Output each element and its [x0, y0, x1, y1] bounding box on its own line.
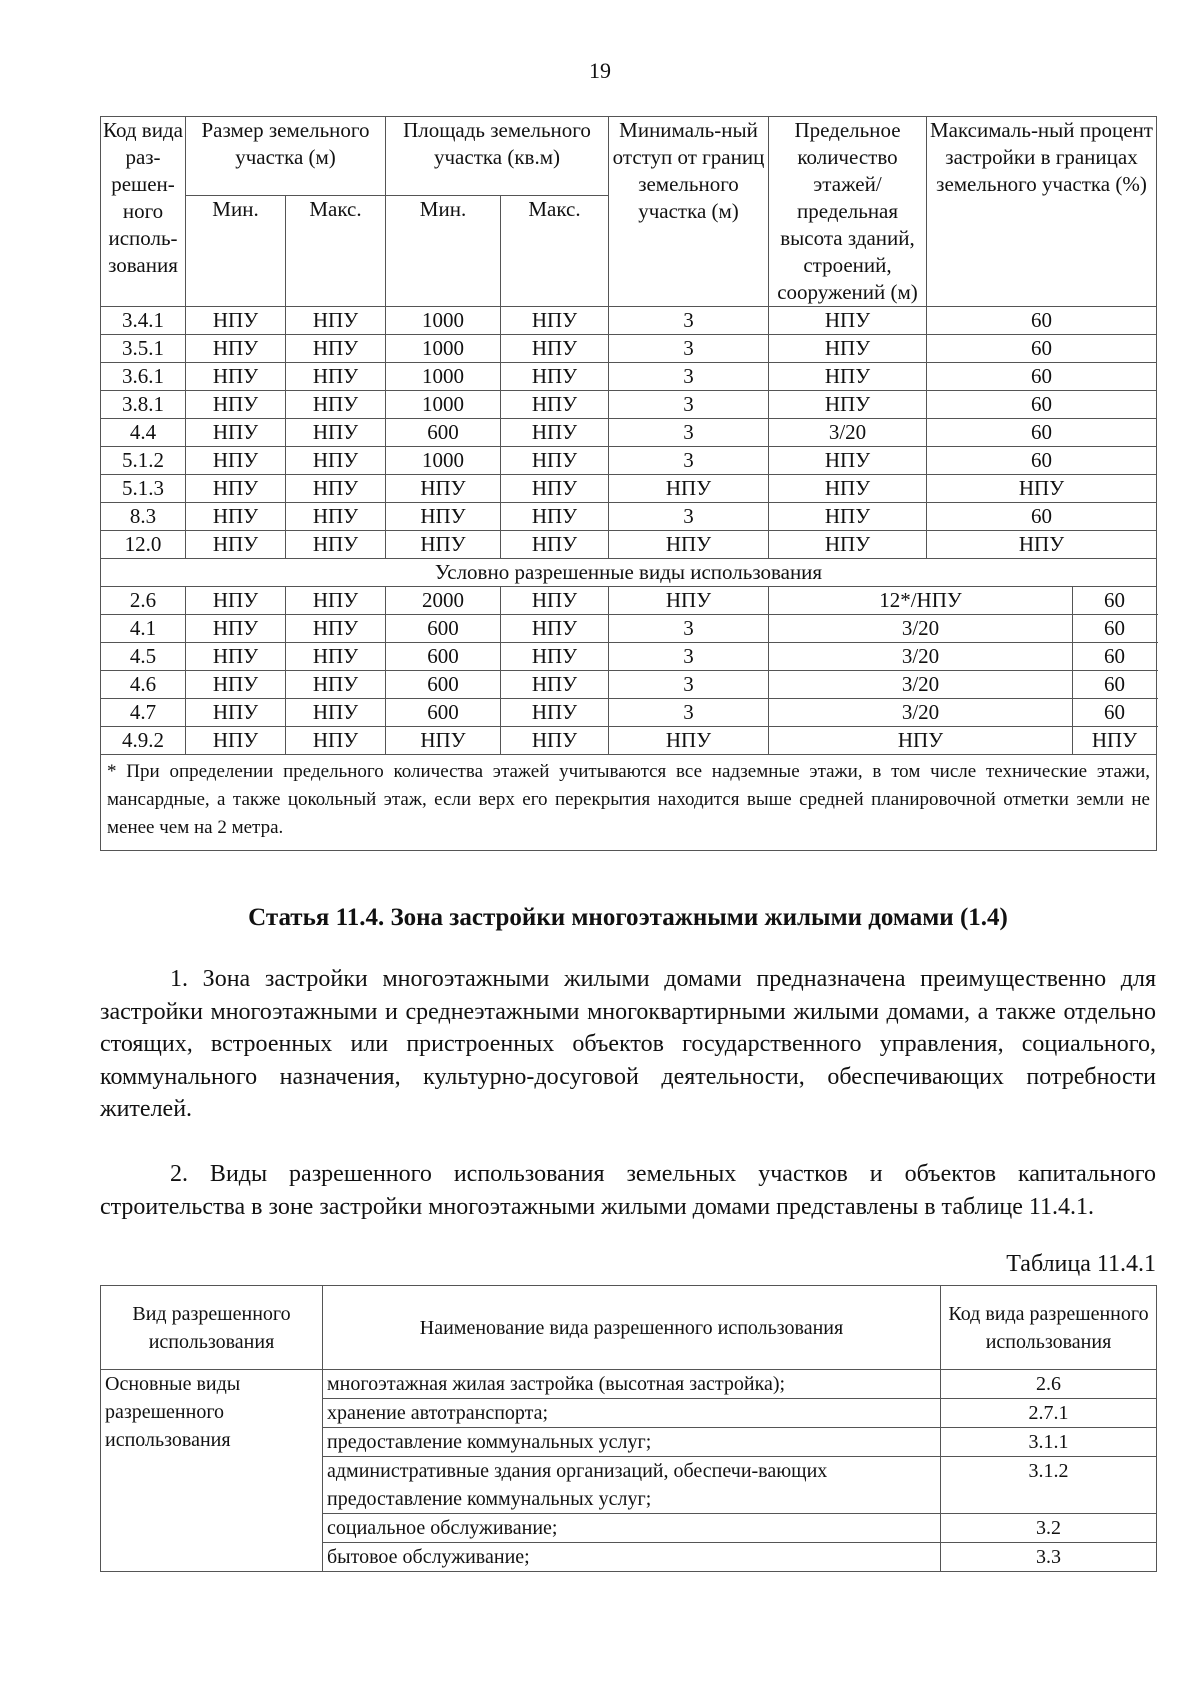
table-cell: 2.6 [101, 587, 186, 615]
table-cell: НПУ [286, 307, 386, 335]
table-cell: 3.8.1 [101, 391, 186, 419]
table-row [101, 1370, 1157, 1399]
table-row [101, 475, 1157, 503]
table-cell: 600 [386, 419, 501, 447]
table-cell: НПУ [286, 671, 386, 699]
header-coverage: Максималь-ный процент застройки в границах земельного участка (%) [927, 117, 1157, 307]
table-cell: НПУ [186, 391, 286, 419]
header-code: Код вида раз-решен-ного исполь-зования [101, 117, 186, 307]
table-cell: 3 [609, 671, 769, 699]
table-cell: 3 [609, 335, 769, 363]
table-cell: 60 [1073, 587, 1157, 615]
table-cell: НПУ [286, 587, 386, 615]
table-cell: НПУ [286, 335, 386, 363]
table-cell: 1000 [386, 391, 501, 419]
table-cell: НПУ [186, 727, 286, 755]
table-cell: 3 [609, 307, 769, 335]
table-cell: НПУ [609, 587, 769, 615]
table-cell: НПУ [186, 699, 286, 727]
table-cell: НПУ [769, 475, 927, 503]
table-cell: 60 [927, 335, 1157, 363]
table-row [101, 447, 1157, 475]
table-cell: НПУ [186, 643, 286, 671]
table-cell: 5.1.3 [101, 475, 186, 503]
table-row [101, 503, 1157, 531]
table-cell: НПУ [186, 531, 286, 559]
table-cell: НПУ [769, 727, 1073, 755]
table-row [101, 307, 1157, 335]
table-cell: 3.5.1 [101, 335, 186, 363]
table-cell: 60 [927, 447, 1157, 475]
table-cell: НПУ [501, 307, 609, 335]
use-code-cell: 2.7.1 [941, 1399, 1157, 1428]
table-cell: 1000 [386, 307, 501, 335]
table-cell: 5.1.2 [101, 447, 186, 475]
table-cell: НПУ [501, 531, 609, 559]
table-cell: 1000 [386, 447, 501, 475]
table-cell: НПУ [501, 391, 609, 419]
table-cell: 60 [1073, 699, 1157, 727]
paragraph-2: 2. Виды разрешенного использования земельных участков и объектов капитального строительства в зоне застройки многоэтажными жилыми домами представлены в таблице 11.4.1. [100, 1161, 1156, 1220]
table-cell: 3/20 [769, 615, 1073, 643]
table-cell: НПУ [501, 699, 609, 727]
table-cell: НПУ [186, 307, 286, 335]
table-cell: 4.5 [101, 643, 186, 671]
table-cell: НПУ [501, 643, 609, 671]
header-floors: Предельное количество этажей/ предельная высота зданий, строений, сооружений (м) [769, 117, 927, 307]
table-cell: НПУ [186, 363, 286, 391]
table-caption: Таблица 11.4.1 [1006, 1251, 1156, 1277]
table-cell: НПУ [609, 727, 769, 755]
table-cell: НПУ [286, 643, 386, 671]
table-cell: НПУ [501, 587, 609, 615]
header-plot-size: Размер земельного участка (м) [186, 117, 386, 196]
table-cell: НПУ [927, 475, 1157, 503]
use-name-cell: предоставление коммунальных услуг; [323, 1428, 941, 1457]
use-name-cell: многоэтажная жилая застройка (высотная застройка); [323, 1370, 941, 1399]
table-footnote: * При определении предельного количества этажей учитываются все надземные этажи, в том числе технические этажи, мансардные, а также цокольный этаж, если верх его перекрытия находится выше средней планировочной отметки земли не менее чем на 2 метра. [101, 755, 1157, 851]
table-row [101, 419, 1157, 447]
table-cell: НПУ [501, 363, 609, 391]
table-cell: НПУ [286, 419, 386, 447]
table-cell: 600 [386, 615, 501, 643]
table-cell: 3 [609, 447, 769, 475]
table-cell: 1000 [386, 363, 501, 391]
table-cell: 3 [609, 363, 769, 391]
table-cell: НПУ [501, 671, 609, 699]
table-cell: 3 [609, 391, 769, 419]
table-cell: НПУ [501, 419, 609, 447]
table-cell: НПУ [286, 531, 386, 559]
table-cell: 1000 [386, 335, 501, 363]
table-cell: НПУ [286, 447, 386, 475]
table-cell: НПУ [186, 447, 286, 475]
table-cell: 3/20 [769, 643, 1073, 671]
table-cell: 3/20 [769, 419, 927, 447]
table-cell: НПУ [769, 531, 927, 559]
table-cell: 60 [927, 419, 1157, 447]
table-cell: 3/20 [769, 699, 1073, 727]
table-cell: НПУ [186, 587, 286, 615]
paragraph-1: 1. Зона застройки многоэтажными жилыми домами предназначена преимущественно для застройки многоэтажными и среднеэтажными многоквартирными жилыми домами, а также отдельно стоящих, встроенных или пристроенных объектов государственного управления, социального, коммунального назначения, культурно-досуговой деятельности, обеспечивающих потребности жителей. [100, 966, 1156, 1122]
table-row [101, 671, 1157, 699]
table-cell: НПУ [769, 307, 927, 335]
table-cell: 60 [927, 307, 1157, 335]
table-cell: 60 [927, 503, 1157, 531]
table-cell: НПУ [186, 335, 286, 363]
table-cell: НПУ [386, 727, 501, 755]
header-use-kind: Вид разрешенного использования [101, 1286, 323, 1370]
table-cell: НПУ [386, 503, 501, 531]
table-cell: НПУ [286, 475, 386, 503]
table-cell: НПУ [501, 447, 609, 475]
header-use-code: Код вида разрешенного использования [941, 1286, 1157, 1370]
table-cell: НПУ [609, 531, 769, 559]
table-cell: НПУ [186, 671, 286, 699]
table-cell: 3 [609, 699, 769, 727]
use-name-cell: хранение автотранспорта; [323, 1399, 941, 1428]
table-cell: 4.7 [101, 699, 186, 727]
table-cell: НПУ [769, 503, 927, 531]
table-cell: НПУ [286, 503, 386, 531]
table-cell: 60 [1073, 615, 1157, 643]
table-cell: 3.6.1 [101, 363, 186, 391]
use-code-cell: 3.2 [941, 1514, 1157, 1543]
table-cell: НПУ [501, 727, 609, 755]
use-name-cell: административные здания организаций, обеспечи-вающих предоставление коммунальных услуг; [323, 1457, 941, 1514]
header-plot-area: Площадь земельного участка (кв.м) [386, 117, 609, 196]
table-cell: 4.6 [101, 671, 186, 699]
use-code-cell: 3.1.2 [941, 1457, 1157, 1514]
table-cell: НПУ [286, 391, 386, 419]
table-cell: 600 [386, 671, 501, 699]
table-row [101, 531, 1157, 559]
page-number: 19 [589, 58, 611, 83]
table-cell: НПУ [501, 335, 609, 363]
table-cell: 60 [927, 391, 1157, 419]
header-area-max: Макс. [501, 196, 609, 307]
table-cell: НПУ [286, 363, 386, 391]
table-cell: НПУ [286, 699, 386, 727]
header-area-min: Мин. [386, 196, 501, 307]
table-cell: НПУ [186, 615, 286, 643]
table-cell: 4.4 [101, 419, 186, 447]
header-use-name: Наименование вида разрешенного использования [323, 1286, 941, 1370]
table-cell: 3/20 [769, 671, 1073, 699]
table-cell: НПУ [769, 335, 927, 363]
table-row [101, 363, 1157, 391]
table-cell: НПУ [1073, 727, 1157, 755]
table-cell: 3 [609, 419, 769, 447]
conditional-uses-header: Условно разрешенные виды использования [101, 559, 1157, 587]
table-cell: НПУ [186, 475, 286, 503]
table-row [101, 335, 1157, 363]
table-cell: 3.4.1 [101, 307, 186, 335]
table-cell: НПУ [769, 391, 927, 419]
permitted-uses-table [100, 1285, 1157, 1572]
table-cell: НПУ [769, 447, 927, 475]
table-cell: НПУ [386, 475, 501, 503]
table-cell: 12*/НПУ [769, 587, 1073, 615]
table-cell: 600 [386, 699, 501, 727]
table-row [101, 727, 1157, 755]
table-cell: 4.9.2 [101, 727, 186, 755]
header-size-min: Мин. [186, 196, 286, 307]
use-name-cell: социальное обслуживание; [323, 1514, 941, 1543]
table-row [101, 587, 1157, 615]
table-cell: НПУ [286, 727, 386, 755]
use-code-cell: 3.1.1 [941, 1428, 1157, 1457]
table-row [101, 615, 1157, 643]
table-row [101, 699, 1157, 727]
table-cell: 2000 [386, 587, 501, 615]
use-name-cell: бытовое обслуживание; [323, 1543, 941, 1572]
table-cell: 60 [927, 363, 1157, 391]
use-group-label: Основные виды разрешенного использования [101, 1370, 323, 1572]
table-cell: 60 [1073, 643, 1157, 671]
table-cell: 3 [609, 503, 769, 531]
header-setback: Минималь-ный отступ от границ земельного участка (м) [609, 117, 769, 307]
table-cell: НПУ [501, 615, 609, 643]
header-size-max: Макс. [286, 196, 386, 307]
table-cell: НПУ [501, 475, 609, 503]
table-cell: 4.1 [101, 615, 186, 643]
table-cell: НПУ [386, 531, 501, 559]
table-cell: 600 [386, 643, 501, 671]
table-cell: НПУ [609, 475, 769, 503]
table-cell: 3 [609, 643, 769, 671]
table-cell: 8.3 [101, 503, 186, 531]
article-title: Статья 11.4. Зона застройки многоэтажными жилыми домами (1.4) [248, 904, 1008, 931]
use-code-cell: 3.3 [941, 1543, 1157, 1572]
table-row [101, 391, 1157, 419]
table-cell: 12.0 [101, 531, 186, 559]
table-cell: НПУ [286, 615, 386, 643]
table-cell: НПУ [186, 503, 286, 531]
table-row [101, 643, 1157, 671]
table-cell: 3 [609, 615, 769, 643]
table-cell: НПУ [501, 503, 609, 531]
use-code-cell: 2.6 [941, 1370, 1157, 1399]
table-cell: НПУ [769, 363, 927, 391]
land-parameters-table [100, 116, 1157, 851]
table-cell: НПУ [927, 531, 1157, 559]
table-cell: НПУ [186, 419, 286, 447]
table-cell: 60 [1073, 671, 1157, 699]
